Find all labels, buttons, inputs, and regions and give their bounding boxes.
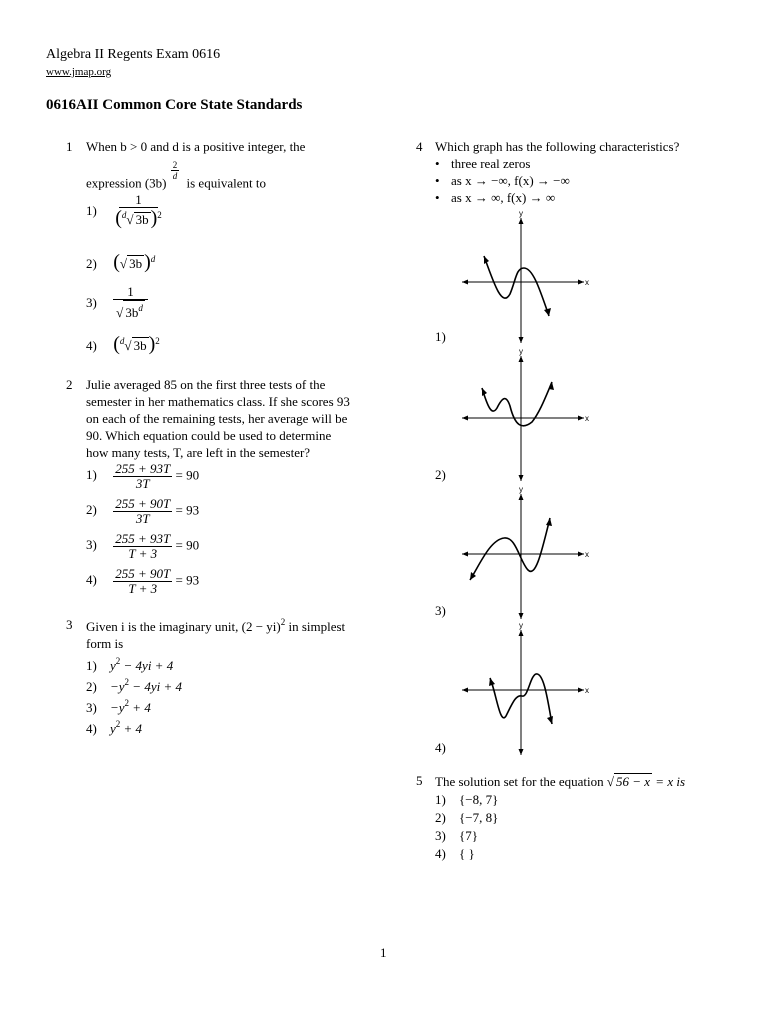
graph-option-2[interactable] <box>460 346 590 481</box>
answer-option[interactable]: 1) $y^2 - 4yi + 4$ <box>86 656 174 673</box>
answer-option-label: 1) <box>435 329 446 344</box>
graph-option-4[interactable] <box>460 620 590 755</box>
svg-text:y: y <box>519 347 523 356</box>
answer-option[interactable]: 1) 1 ($^d$√ 3b )$^2$ <box>86 192 162 229</box>
answer-option[interactable]: 3) {7} <box>435 828 478 843</box>
radical: √ 56 − x <box>606 774 651 789</box>
svg-text:x: x <box>585 414 589 423</box>
question-text: When b > 0 and d is a positive integer, the <box>86 139 306 154</box>
radical: √ $3b^d$ <box>116 300 145 320</box>
exponent-fraction: $\frac{2}{d}$ <box>172 160 178 181</box>
answer-option[interactable]: 4) $\frac{255 + 90T}{T + 3}$ = 93 <box>86 566 200 596</box>
page-number: 1 <box>380 945 387 960</box>
question-text: expression (3b) $\frac{2}{d}$ is equivalent to <box>86 160 266 191</box>
bullet-item: • three real zeros <box>435 156 531 171</box>
svg-text:y: y <box>519 485 523 494</box>
exam-title: Algebra II Regents Exam 0616 <box>46 47 221 62</box>
answer-option[interactable]: 4) $y^2 + 4$ <box>86 719 143 736</box>
svg-text:y: y <box>519 621 523 630</box>
answer-option[interactable]: 2) (√ 3b )$^d$ <box>86 251 156 273</box>
question-text: Which graph has the following characteristics? <box>435 139 680 154</box>
answer-option[interactable]: $3) -y^2 + 4$ <box>86 698 151 715</box>
svg-text:x: x <box>585 278 589 287</box>
site-link[interactable]: www.jmap.org <box>46 66 112 78</box>
question-number: 4 <box>416 139 423 154</box>
answer-option[interactable]: 2) $\frac{255 + 90T}{3T}$ = 93 <box>86 496 200 526</box>
answer-option[interactable]: 3) 1 √ $3b^d$ <box>86 285 148 320</box>
radical: √ 3b <box>124 338 147 353</box>
question-text: how many tests, T, are left in the semester? <box>86 445 311 460</box>
svg-text:x: x <box>585 686 589 695</box>
answer-option-label: 4) <box>435 740 446 755</box>
bullet-item: • as x → −∞, f(x) → −∞ <box>435 173 570 188</box>
answer-option[interactable]: 2) {−7, 8} <box>435 810 499 825</box>
question-number: 3 <box>66 617 73 632</box>
question-text: 90. Which equation could be used to determine <box>86 428 332 443</box>
section-title: 0616AII Common Core State Standards <box>46 97 303 113</box>
answer-option-label: 2) <box>435 467 446 482</box>
graph-option-3[interactable] <box>460 484 590 619</box>
question-text: Given i is the imaginary unit, (2 − yi)$^2$ in simplest <box>86 617 346 634</box>
question-number: 1 <box>66 139 73 154</box>
graph-option-1[interactable] <box>460 208 590 343</box>
answer-option-label: 3) <box>435 603 446 618</box>
answer-option[interactable]: $2) -y^2 - 4yi + 4$ <box>86 677 182 694</box>
question-number: 2 <box>66 377 73 392</box>
question-text: form is <box>86 636 124 651</box>
answer-option[interactable]: 4) ($^d$√ 3b )$^2$ <box>86 333 160 355</box>
radical: √ 3b <box>119 256 143 271</box>
answer-option[interactable]: 3) $\frac{255 + 93T}{T + 3}$ = 90 <box>86 531 200 561</box>
svg-text:x: x <box>585 550 589 559</box>
radical: √ 3b <box>126 212 149 227</box>
answer-option[interactable]: 1) {−8, 7} <box>435 792 499 807</box>
question-text: semester in her mathematics class. If she scores 93 <box>86 394 350 409</box>
answer-option[interactable]: 1) $\frac{255 + 93T}{3T}$ = 90 <box>86 461 200 491</box>
bullet-item: • as x → ∞, f(x) → ∞ <box>435 190 556 205</box>
question-text: on each of the remaining tests, her average will be <box>86 411 348 426</box>
question-number: 5 <box>416 773 423 788</box>
svg-text:y: y <box>519 209 523 218</box>
answer-option[interactable]: 4) { } <box>435 846 475 861</box>
question-text: The solution set for the equation √ 56 − x = x is <box>435 774 686 789</box>
question-text: Julie averaged 85 on the first three tests of the <box>86 377 326 392</box>
